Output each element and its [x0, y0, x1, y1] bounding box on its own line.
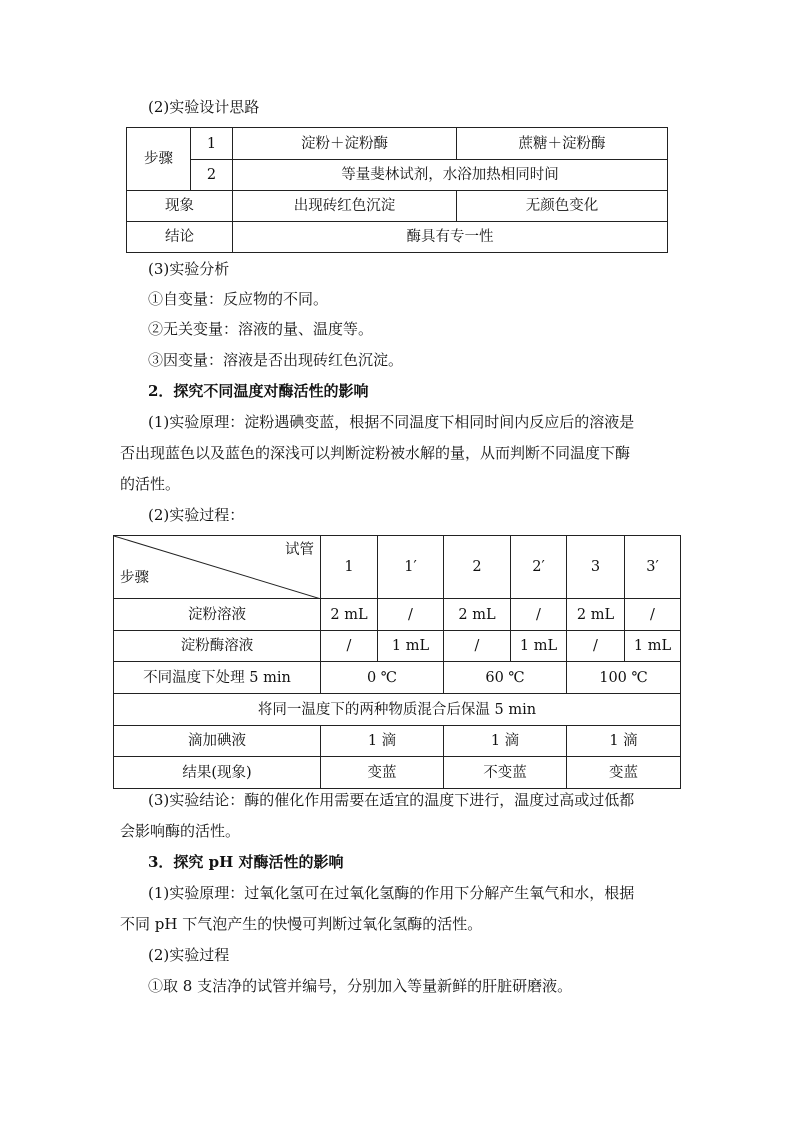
row-label: 不同温度下处理 5 min: [114, 662, 321, 694]
section-title-temperature: 2．探究不同温度对酶活性的影响: [148, 382, 369, 400]
table-cell: 0 ℃: [321, 662, 444, 694]
table-cell: 2 mL: [321, 599, 378, 631]
section-heading-process: (2)实验过程: [148, 946, 230, 964]
table-cell: /: [321, 631, 378, 662]
analysis-item: ①自变量：反应物的不同。: [148, 290, 329, 308]
tube-number: 2′: [511, 536, 567, 599]
table-cell: 60 ℃: [444, 662, 567, 694]
table-cell: 1 mL: [378, 631, 444, 662]
table-cell: 2 mL: [444, 599, 511, 631]
row-label: 淀粉酶溶液: [114, 631, 321, 662]
diagonal-header-cell: [114, 536, 321, 599]
row-label: 滴加碘液: [114, 726, 321, 757]
table-cell: 1 滴: [321, 726, 444, 757]
header-steps-label: 步骤: [120, 570, 149, 586]
row-label: 淀粉溶液: [114, 599, 321, 631]
table-cell: 1 mL: [625, 631, 681, 662]
header-tube-label: 试管: [285, 542, 314, 558]
section-heading-process: (2)实验过程：: [148, 506, 245, 524]
step-number: 2: [191, 160, 233, 191]
paragraph-line: 的活性。: [120, 475, 181, 493]
design-table: [126, 127, 668, 253]
table-cell: /: [444, 631, 511, 662]
paragraph-line: (1)实验原理：淀粉遇碘变蓝，根据不同温度下相同时间内反应后的溶液是: [148, 413, 635, 431]
section-heading-analysis: (3)实验分析: [148, 260, 230, 278]
section-heading-design: (2)实验设计思路: [148, 98, 260, 116]
table-cell: 变蓝: [567, 757, 681, 789]
table-cell: 2 mL: [567, 599, 625, 631]
tube-number: 1: [321, 536, 378, 599]
paragraph-line: (1)实验原理：过氧化氢可在过氧化氢酶的作用下分解产生氧气和水，根据: [148, 884, 635, 902]
table-cell: 无颜色变化: [457, 191, 668, 222]
table-cell: 变蓝: [321, 757, 444, 789]
conclusion-label: 结论: [127, 222, 233, 253]
tube-number: 3′: [625, 536, 681, 599]
tube-number: 1′: [378, 536, 444, 599]
analysis-item: ③因变量：溶液是否出现砖红色沉淀。: [148, 351, 404, 369]
table-cell: 蔗糖＋淀粉酶: [457, 128, 668, 160]
steps-label: 步骤: [127, 128, 191, 191]
section-title-ph: 3．探究 pH 对酶活性的影响: [148, 853, 344, 871]
table-cell: /: [567, 631, 625, 662]
table-cell: 1 mL: [511, 631, 567, 662]
table-cell: 1 滴: [444, 726, 567, 757]
step-number: 1: [191, 128, 233, 160]
step-item: ①取 8 支洁净的试管并编号，分别加入等量新鲜的肝脏研磨液。: [148, 977, 573, 995]
tube-number: 2: [444, 536, 511, 599]
table-cell: /: [378, 599, 444, 631]
paragraph-line: 否出现蓝色以及蓝色的深浅可以判断淀粉被水解的量，从而判断不同温度下酶: [120, 444, 631, 462]
paragraph-line: (3)实验结论：酶的催化作用需要在适宜的温度下进行，温度过高或过低都: [148, 791, 635, 809]
table-cell: 将同一温度下的两种物质混合后保温 5 min: [114, 694, 681, 726]
paragraph-line: 会影响酶的活性。: [120, 822, 241, 840]
analysis-item: ②无关变量：溶液的量、温度等。: [148, 320, 374, 338]
table-cell: 1 滴: [567, 726, 681, 757]
phenomenon-label: 现象: [127, 191, 233, 222]
tube-number: 3: [567, 536, 625, 599]
table-cell: 等量斐林试剂，水浴加热相同时间: [233, 160, 668, 191]
table-cell: 酶具有专一性: [233, 222, 668, 253]
paragraph-line: 不同 pH 下气泡产生的快慢可判断过氧化氢酶的活性。: [120, 915, 483, 933]
row-label: 结果(现象): [114, 757, 321, 789]
table-cell: 出现砖红色沉淀: [233, 191, 457, 222]
table-cell: /: [511, 599, 567, 631]
temperature-table: [113, 535, 681, 789]
table-cell: 不变蓝: [444, 757, 567, 789]
table-cell: /: [625, 599, 681, 631]
table-cell: 100 ℃: [567, 662, 681, 694]
table-cell: 淀粉＋淀粉酶: [233, 128, 457, 160]
